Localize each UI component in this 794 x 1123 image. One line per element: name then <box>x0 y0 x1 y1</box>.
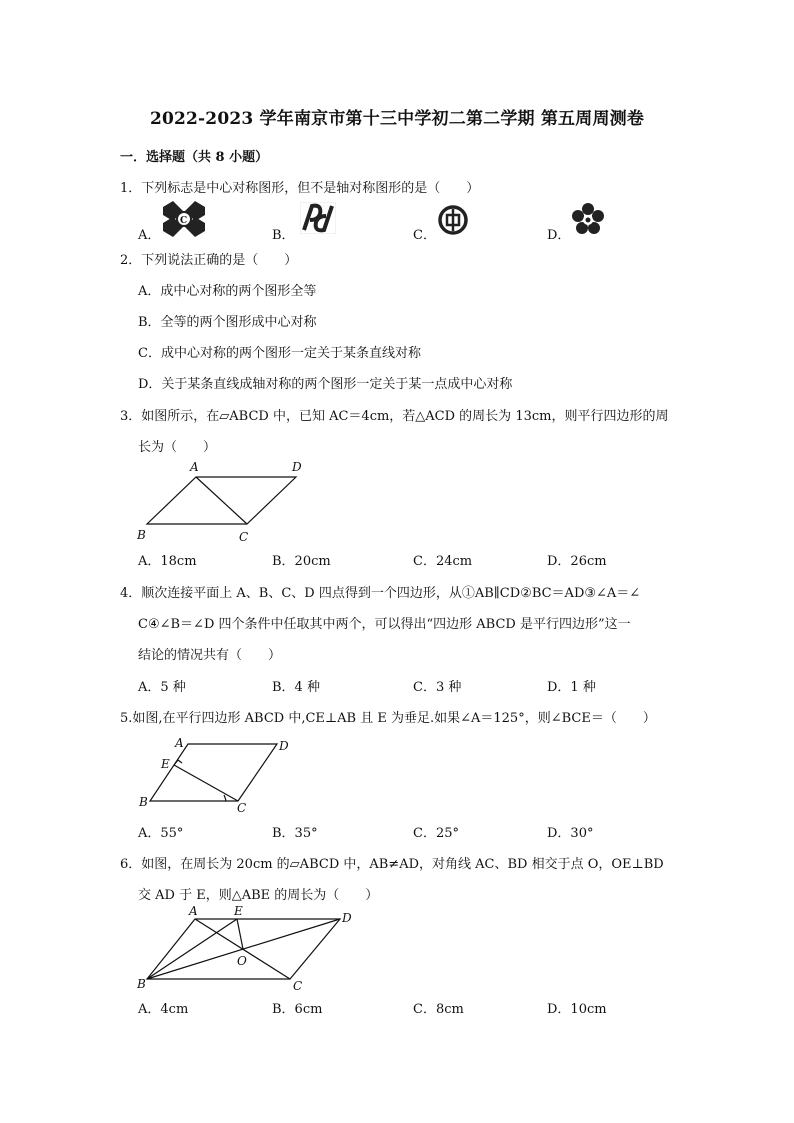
q1-option-b: B． <box>272 228 295 243</box>
q4-stem-line3: 结论的情况共有（ ） <box>138 648 282 663</box>
q6-label-b: B <box>137 977 146 991</box>
q3-label-c: C <box>239 530 249 544</box>
q6-stem-line2: 交 AD 于 E，则△ABE 的周长为（ ） <box>138 888 379 903</box>
q4-option-c: C．3 种 <box>413 680 462 695</box>
q3-label-b: B <box>137 528 146 542</box>
q5-option-c: C．25° <box>413 826 459 841</box>
q3-stem-line2: 长为（ ） <box>138 440 217 455</box>
q5-label-c: C <box>237 801 247 815</box>
q6-label-c: C <box>293 979 303 993</box>
bank-logo-icon <box>300 202 336 234</box>
q2-option-b: B．全等的两个图形成中心对称 <box>138 315 317 330</box>
q2-option-d: D．关于某条直线成轴对称的两个图形一定关于某一点成中心对称 <box>138 377 513 392</box>
q5-option-a: A．55° <box>138 826 184 841</box>
q6-option-b: B．6cm <box>272 1002 323 1017</box>
q4-option-a: A．5 种 <box>138 680 186 695</box>
q5-label-b: B <box>139 795 148 809</box>
q5-option-d: D．30° <box>547 826 594 841</box>
q6-parallelogram-figure <box>130 902 370 994</box>
q3-option-a: A．18cm <box>138 554 197 569</box>
q6-stem-line1: 6．如图，在周长为 20cm 的▱ABCD 中，AB≠AD，对角线 AC、BD 相交于点 O，OE⊥BD <box>120 857 664 872</box>
q3-option-d: D．26cm <box>547 554 607 569</box>
q6-label-a: A <box>189 904 198 918</box>
q5-label-e: E <box>161 757 170 771</box>
q6-label-d: D <box>342 911 352 925</box>
q5-parallelogram-figure <box>130 730 300 816</box>
q4-stem-line1: 4．顺次连接平面上 A、B、C、D 四点得到一个四边形，从①AB∥CD②BC＝AD③∠A＝∠ <box>120 586 641 601</box>
q3-parallelogram-figure <box>130 455 320 547</box>
q2-option-c: C．成中心对称的两个图形一定关于某条直线对称 <box>138 346 421 361</box>
svg-text:C: C <box>180 216 188 226</box>
q1-option-c: C． <box>413 228 436 243</box>
q3-label-a: A <box>190 460 199 474</box>
q5-stem: 5.如图,在平行四边形 ABCD 中,CE⊥AB 且 E 为垂足.如果∠A＝125°，则∠BCE＝（ ） <box>120 711 656 726</box>
bank-logo-icon <box>163 201 205 237</box>
q3-stem-line1: 3．如图所示，在▱ABCD 中，已知 AC＝4cm，若△ACD 的周长为 13cm，则平行四边形的周 <box>120 409 669 424</box>
q1-stem: 1．下列标志是中心对称图形，但不是轴对称图形的是（ ） <box>120 181 480 196</box>
q2-stem: 2．下列说法正确的是（ ） <box>120 253 298 268</box>
q2-option-a: A．成中心对称的两个图形全等 <box>138 284 317 299</box>
q6-option-a: A．4cm <box>138 1002 189 1017</box>
q6-label-e: E <box>234 904 243 918</box>
section-heading: 一．选择题（共 8 小题） <box>120 150 269 165</box>
q3-option-c: C．24cm <box>413 554 473 569</box>
q3-option-b: B．20cm <box>272 554 331 569</box>
q6-option-c: C．8cm <box>413 1002 464 1017</box>
q5-label-d: D <box>279 739 289 753</box>
q5-label-a: A <box>175 736 184 750</box>
q1-option-a: A． <box>138 228 161 243</box>
q4-option-b: B．4 种 <box>272 680 320 695</box>
q4-stem-line2: C④∠B＝∠D 四个条件中任取其中两个，可以得出“四边形 ABCD 是平行四边形”这一 <box>138 617 631 632</box>
q3-label-d: D <box>292 460 302 474</box>
q4-option-d: D．1 种 <box>547 680 596 695</box>
q1-option-d: D． <box>547 228 571 243</box>
bank-logo-icon <box>438 205 468 235</box>
q5-option-b: B．35° <box>272 826 318 841</box>
page-title: 2022-2023 学年南京市第十三中学初二第二学期 第五周周测卷 <box>149 109 645 129</box>
flower-logo-icon <box>572 203 604 235</box>
q6-option-d: D．10cm <box>547 1002 607 1017</box>
q6-label-o: O <box>237 954 247 968</box>
